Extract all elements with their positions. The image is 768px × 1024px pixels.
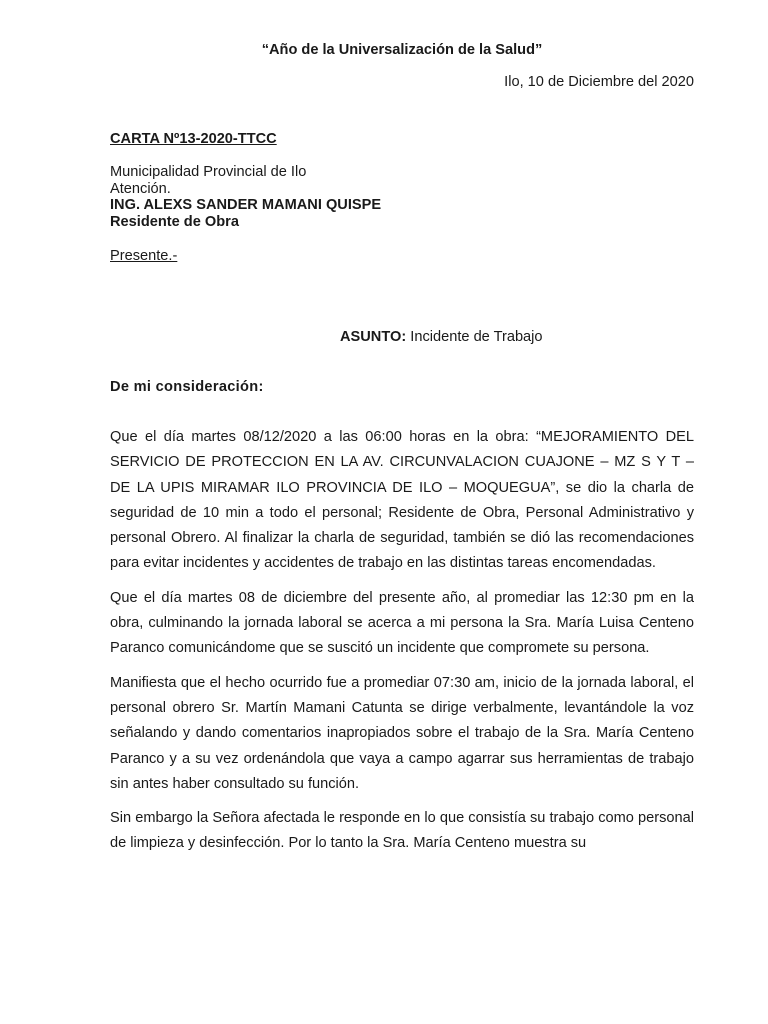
subject-label: ASUNTO: [340, 329, 407, 345]
body-paragraph: Manifiesta que el hecho ocurrido fue a promediar 07:30 am, inicio de la jornada laboral, el personal obrero Sr. Martín Mamani Catunta se dirige verbalmente, levantándole la voz señalando y dando comentarios inapropiados sobre el trabajo de la Sra. María Centeno Paranco y a su vez ordenándola que vaya a campo agarrar sus herramientas de trabajo sin antes haber consultado su función. [110, 674, 694, 792]
subject-text: Incidente de Trabajo [410, 329, 543, 345]
presente-line: Presente.- [110, 248, 178, 264]
body-paragraph: Que el día martes 08 de diciembre del presente año, al promediar las 12:30 pm en la obra, culminando la jornada laboral se acerca a mi persona la Sra. María Luisa Centeno Paranco comunicándome que se suscitó un incidente que compromete su persona. [110, 589, 694, 657]
body-paragraph: Que el día martes 08/12/2020 a las 06:00 horas en la obra: “MEJORAMIENTO DEL SERVICIO DE PROTECCION EN LA AV. CIRCUNVALACION CUAJONE – MZ S Y T – DE LA UPIS MIRAMAR ILO PROVINCIA DE ILO – MOQUEGUA”, se dio la charla de seguridad de 10 min a todo el personal; Residente de Obra, Personal Administrativo y personal Obrero. Al finalizar la charla de seguridad, también se dió las recomendaciones para evitar incidentes y accidentes de trabajo en las distintas tareas encomendadas. [110, 429, 694, 572]
letter-motto: “Año de la Universalización de la Salud” [261, 42, 543, 58]
letter-body [110, 425, 694, 866]
letter-reference: CARTA Nº13-2020-TTCC [110, 131, 277, 147]
addressee-name: ING. ALEXS SANDER MAMANI QUISPE [110, 197, 382, 213]
subject-line [340, 329, 543, 345]
body-paragraph: Sin embargo la Señora afectada le responde en lo que consistía su trabajo como personal de limpieza y desinfección. Por lo tanto la Sra. María Centeno muestra su [110, 810, 694, 852]
addressee-attention: Atención. [110, 181, 171, 197]
salutation: De mi consideración: [110, 379, 264, 395]
addressee-institution: Municipalidad Provincial de Ilo [110, 164, 307, 180]
addressee-role: Residente de Obra [110, 214, 239, 230]
place-date: Ilo, 10 de Diciembre del 2020 [504, 74, 694, 90]
